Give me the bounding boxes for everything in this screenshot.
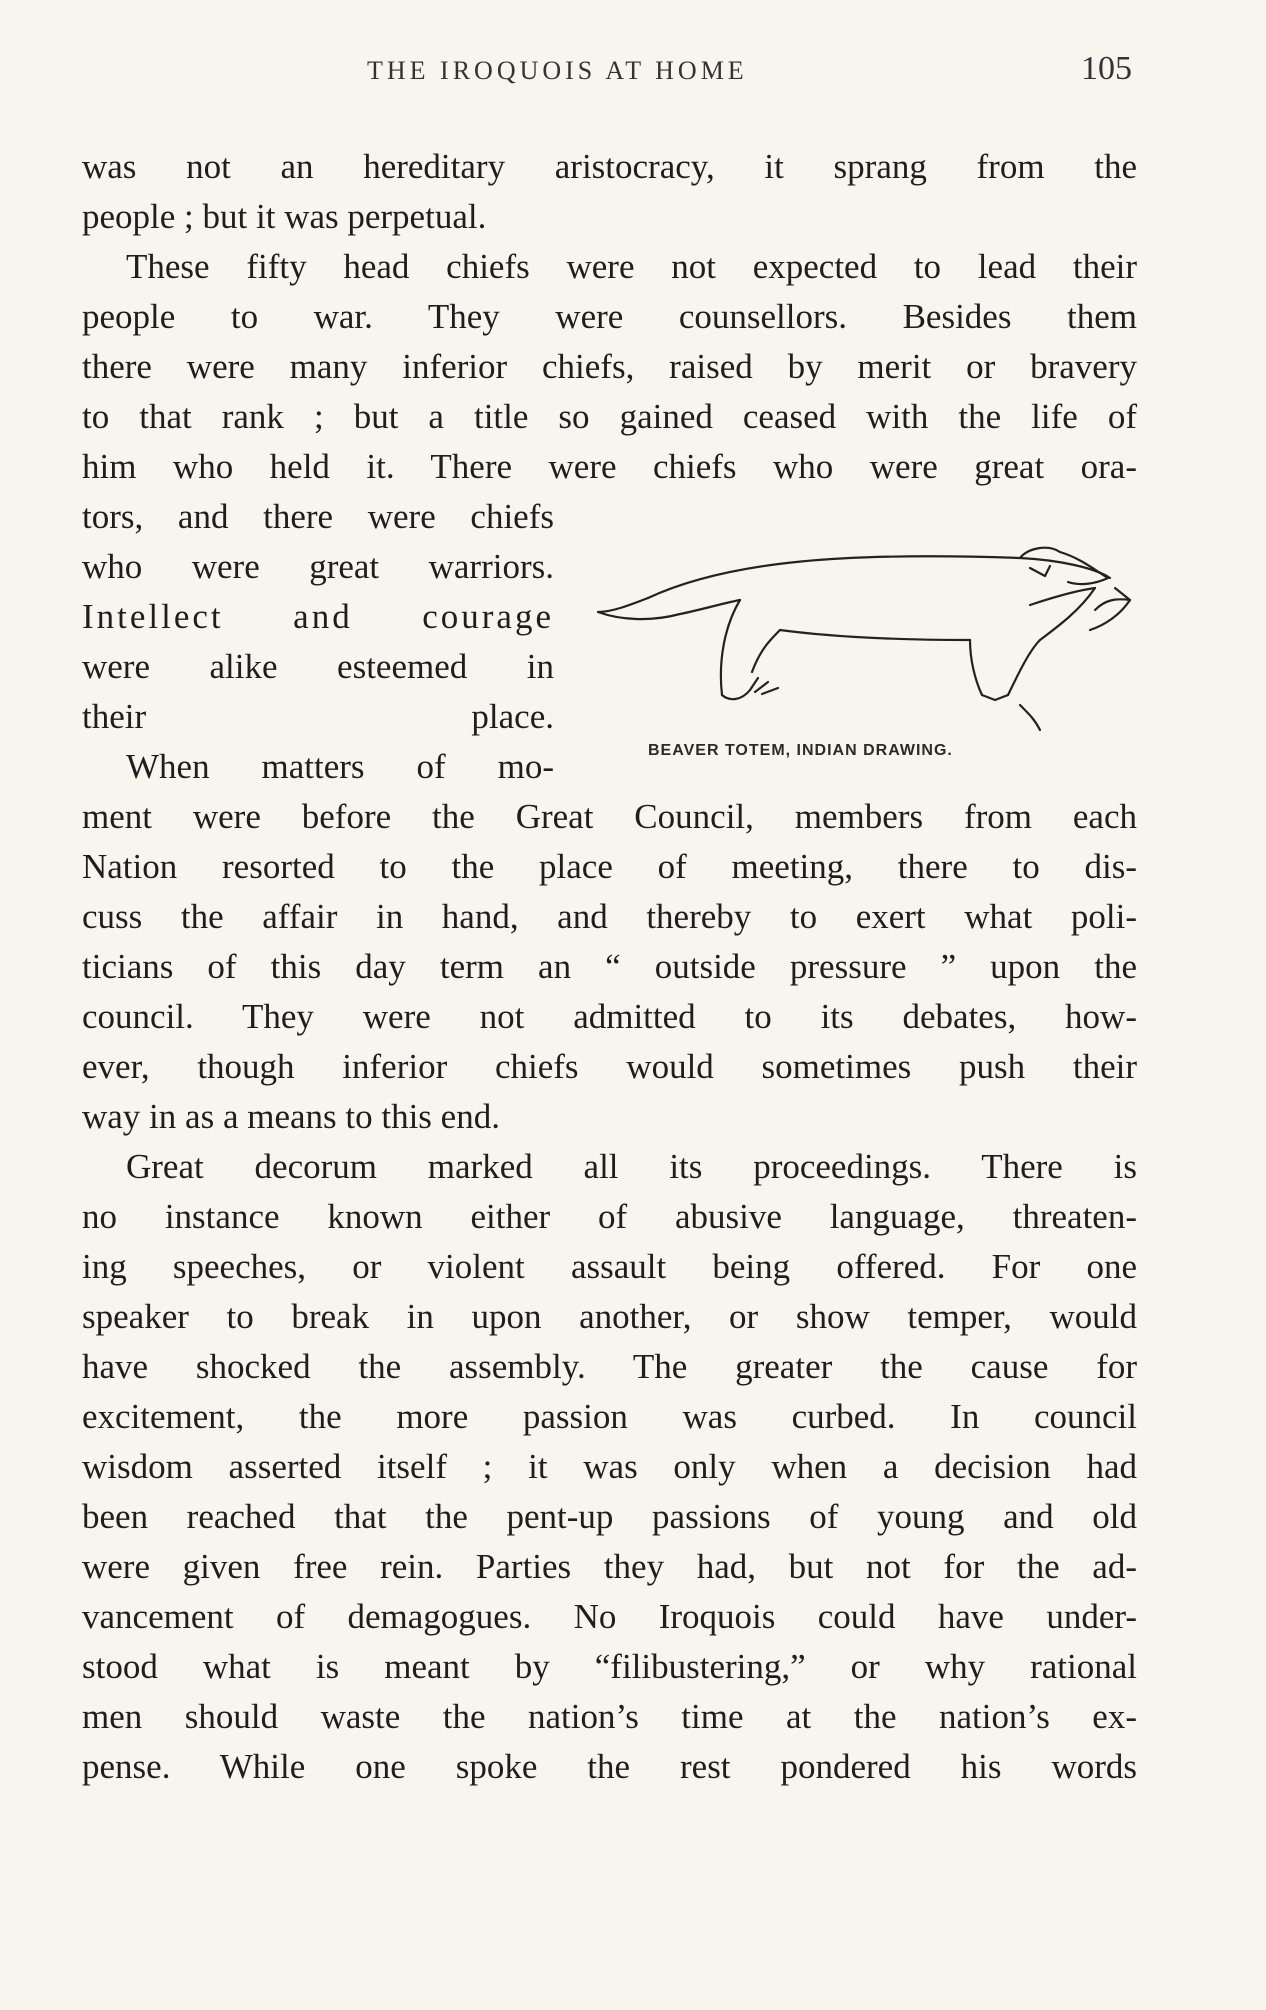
text-line: were alike esteemed in: [82, 647, 554, 686]
page-number: 105: [1081, 50, 1132, 87]
beaver-totem-drawing: [590, 530, 1135, 740]
paragraph-first-line: Great decorum marked all its proceedings. There is: [126, 1147, 1137, 1186]
text-line: tors, and there were chiefs: [82, 497, 554, 536]
beaver-totem-figure: [590, 530, 1135, 770]
paragraph-first-line: These fifty head chiefs were not expected to lead their: [126, 247, 1137, 286]
text-line: people to war. They were counsellors. Besides them: [82, 297, 1137, 336]
text-line: have shocked the assembly. The greater the cause for: [82, 1347, 1137, 1386]
text-line: were given free rein. Parties they had, but not for the ad-: [82, 1547, 1137, 1586]
text-line: council. They were not admitted to its debates, how-: [82, 997, 1137, 1036]
text-line: cuss the affair in hand, and thereby to exert what poli-: [82, 897, 1137, 936]
text-line: vancement of demagogues. No Iroquois could have under-: [82, 1597, 1137, 1636]
text-line: stood what is meant by “filibustering,” or why rational: [82, 1647, 1137, 1686]
text-line: ticians of this day term an “ outside pressure ” upon the: [82, 947, 1137, 986]
text-line: ing speeches, or violent assault being offered. For one: [82, 1247, 1137, 1286]
text-line: speaker to break in upon another, or show temper, would: [82, 1297, 1137, 1336]
paragraph-first-line: When matters of mo-: [126, 747, 554, 786]
figure-caption: BEAVER TOTEM, INDIAN DRAWING.: [648, 742, 953, 759]
text-line: ever, though inferior chiefs would sometimes push their: [82, 1047, 1137, 1086]
text-line: men should waste the nation’s time at the nation’s ex-: [82, 1697, 1137, 1736]
running-title: THE IROQUOIS AT HOME: [367, 56, 748, 85]
text-line: people ; but it was perpetual.: [82, 197, 487, 236]
text-line: there were many inferior chiefs, raised by merit or bravery: [82, 347, 1137, 386]
text-line: to that rank ; but a title so gained ceased with the life of: [82, 397, 1137, 436]
text-line: him who held it. There were chiefs who were great ora-: [82, 447, 1137, 486]
text-line: been reached that the pent-up passions of young and old: [82, 1497, 1137, 1536]
text-line: their place.: [82, 697, 554, 736]
text-line: excitement, the more passion was curbed. In council: [82, 1397, 1137, 1436]
text-line: who were great warriors.: [82, 547, 554, 586]
text-line: no instance known either of abusive language, threaten-: [82, 1197, 1137, 1236]
text-line: Intellect and courage: [82, 597, 554, 636]
text-line: way in as a means to this end.: [82, 1097, 500, 1136]
text-line: Nation resorted to the place of meeting, there to dis-: [82, 847, 1137, 886]
text-line: was not an hereditary aristocracy, it sprang from the: [82, 147, 1137, 186]
text-line: wisdom asserted itself ; it was only when a decision had: [82, 1447, 1137, 1486]
running-head: [82, 48, 1132, 98]
text-line: ment were before the Great Council, members from each: [82, 797, 1137, 836]
text-line: pense. While one spoke the rest pondered his words: [82, 1747, 1137, 1786]
